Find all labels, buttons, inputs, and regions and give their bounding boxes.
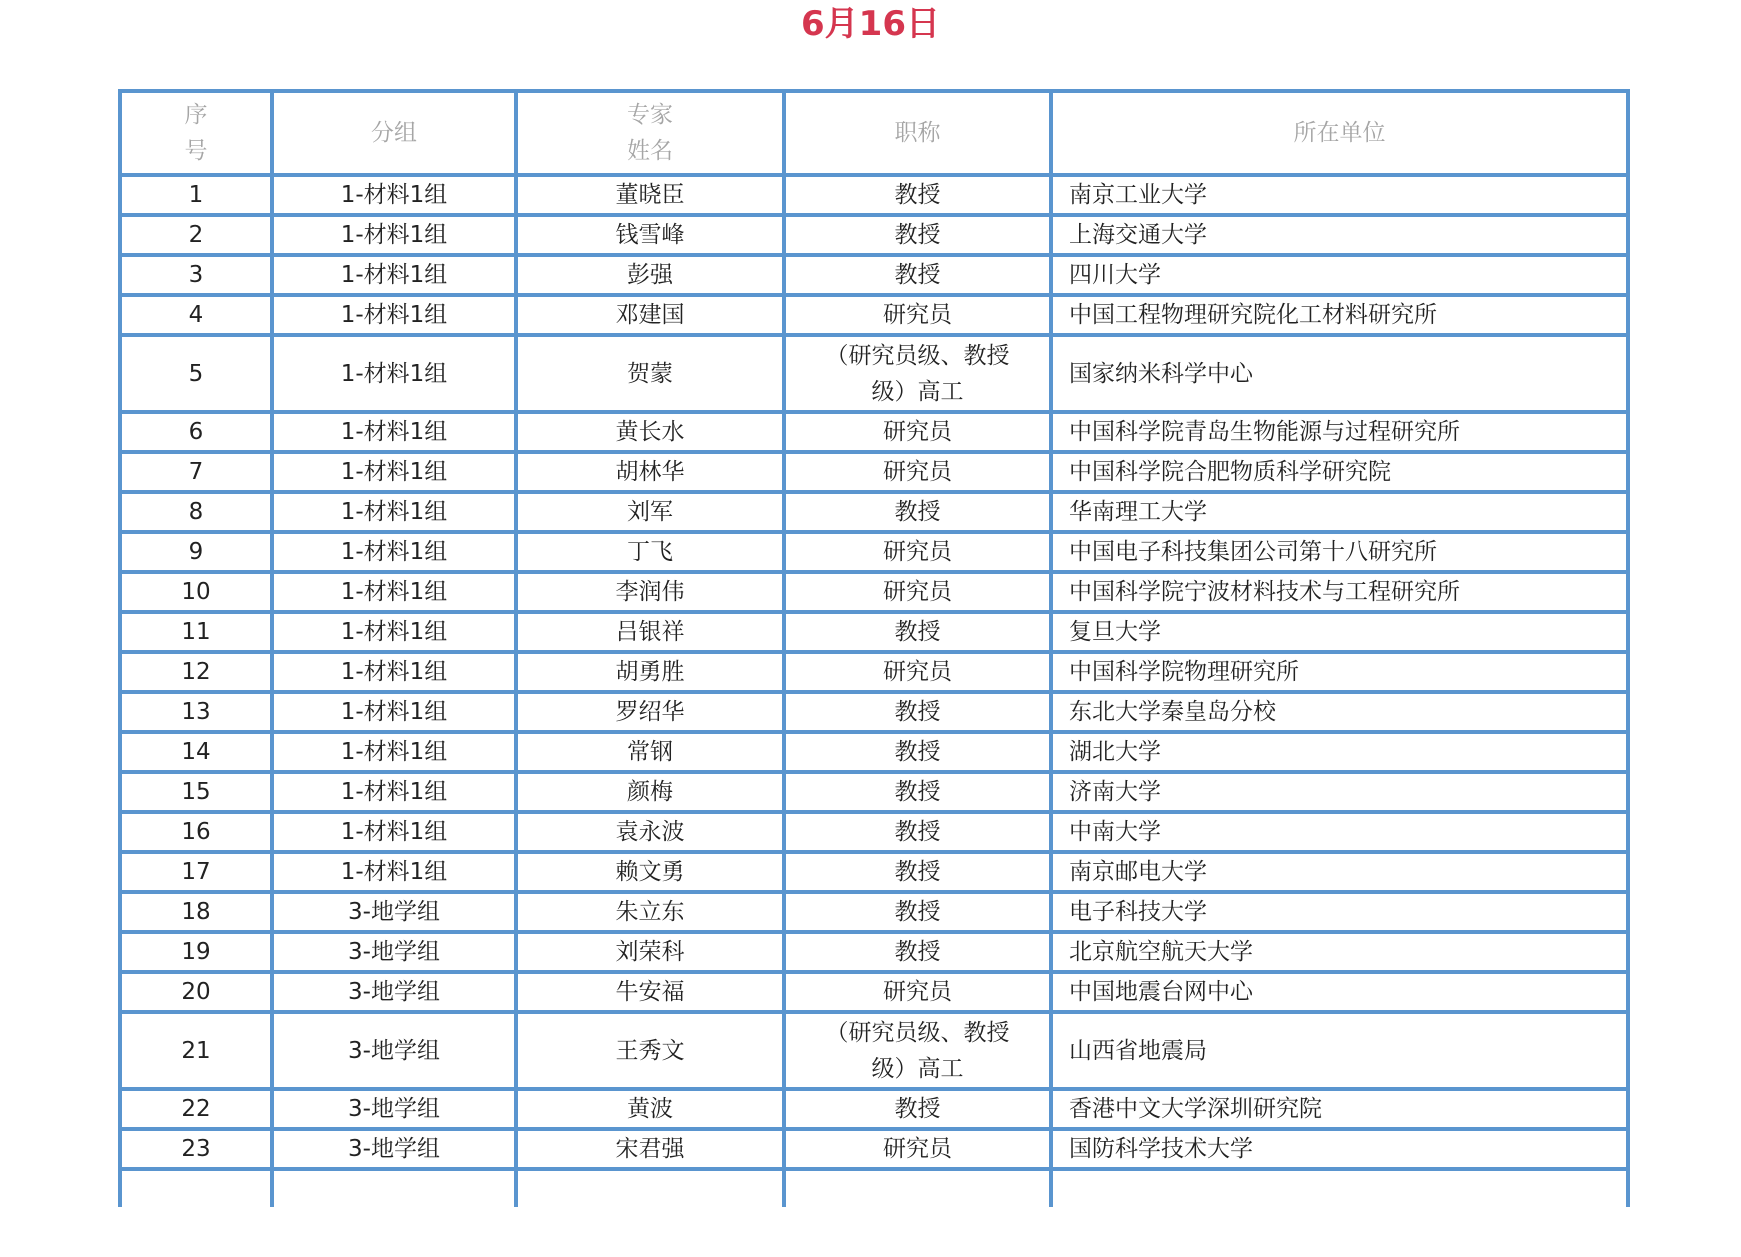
cell-group: 3-地学组 [272, 972, 516, 1012]
cell-group: 1-材料1组 [272, 652, 516, 692]
cell-group: 1-材料1组 [272, 335, 516, 412]
cell-seq: 5 [120, 335, 272, 412]
cell-seq: 23 [120, 1129, 272, 1169]
cell-org: 南京工业大学 [1051, 175, 1628, 215]
cell-name: 颜梅 [516, 772, 784, 812]
table-row [120, 772, 1628, 812]
cell-group: 1-材料1组 [272, 492, 516, 532]
table-row [120, 295, 1628, 335]
cell-title: 教授 [784, 492, 1051, 532]
cell-name: 吕银祥 [516, 612, 784, 652]
table-row [120, 932, 1628, 972]
cell-org: 复旦大学 [1051, 612, 1628, 652]
table-row [120, 732, 1628, 772]
header-name [516, 91, 784, 175]
cell-group: 3-地学组 [272, 1012, 516, 1089]
cell-org: 香港中文大学深圳研究院 [1051, 1089, 1628, 1129]
cell-org: 电子科技大学 [1051, 892, 1628, 932]
cell-seq: 9 [120, 532, 272, 572]
table-row [120, 892, 1628, 932]
cell-title [784, 1012, 1051, 1089]
cell-org: 中国地震台网中心 [1051, 972, 1628, 1012]
cell-name: 黄波 [516, 1089, 784, 1129]
cell-name: 胡勇胜 [516, 652, 784, 692]
cell-seq: 16 [120, 812, 272, 852]
cell-group: 1-材料1组 [272, 452, 516, 492]
cell-seq: 2 [120, 215, 272, 255]
empty-cell [516, 1169, 784, 1207]
table-row [120, 532, 1628, 572]
table-row [120, 1089, 1628, 1129]
cell-title: 教授 [784, 215, 1051, 255]
cell-name: 钱雪峰 [516, 215, 784, 255]
cell-title: 教授 [784, 1089, 1051, 1129]
cell-seq: 8 [120, 492, 272, 532]
cell-title: 教授 [784, 852, 1051, 892]
cell-name: 董晓臣 [516, 175, 784, 215]
cell-title: 研究员 [784, 412, 1051, 452]
expert-table [118, 89, 1630, 1207]
cell-org: 国防科学技术大学 [1051, 1129, 1628, 1169]
table-row [120, 612, 1628, 652]
table-row [120, 972, 1628, 1012]
table-row [120, 335, 1628, 412]
table-row [120, 652, 1628, 692]
header-seq-label: 序号 [184, 102, 208, 164]
header-title: 职称 [784, 91, 1051, 175]
cell-seq: 14 [120, 732, 272, 772]
table-row [120, 412, 1628, 452]
cell-title: 教授 [784, 812, 1051, 852]
cell-group: 1-材料1组 [272, 772, 516, 812]
table-row [120, 452, 1628, 492]
cell-group: 1-材料1组 [272, 692, 516, 732]
table-row [120, 692, 1628, 732]
cell-group: 1-材料1组 [272, 215, 516, 255]
cell-org: 上海交通大学 [1051, 215, 1628, 255]
cell-seq: 21 [120, 1012, 272, 1089]
cell-title: 研究员 [784, 452, 1051, 492]
cell-name: 宋君强 [516, 1129, 784, 1169]
cell-org: 中国电子科技集团公司第十八研究所 [1051, 532, 1628, 572]
empty-cell [784, 1169, 1051, 1207]
cell-org: 中国科学院青岛生物能源与过程研究所 [1051, 412, 1628, 452]
cell-title: 教授 [784, 892, 1051, 932]
cell-seq: 15 [120, 772, 272, 812]
cell-group: 1-材料1组 [272, 852, 516, 892]
cell-group: 1-材料1组 [272, 255, 516, 295]
cell-group: 3-地学组 [272, 1089, 516, 1129]
table-row [120, 255, 1628, 295]
table-row [120, 812, 1628, 852]
cell-title: 研究员 [784, 572, 1051, 612]
cell-seq: 10 [120, 572, 272, 612]
table-row [120, 1129, 1628, 1169]
cell-group: 1-材料1组 [272, 612, 516, 652]
cell-group: 1-材料1组 [272, 175, 516, 215]
table-row [120, 572, 1628, 612]
cell-seq: 4 [120, 295, 272, 335]
cell-title: 研究员 [784, 532, 1051, 572]
cell-seq: 13 [120, 692, 272, 732]
cell-title: 研究员 [784, 1129, 1051, 1169]
cell-name: 贺蒙 [516, 335, 784, 412]
cell-org: 中国科学院物理研究所 [1051, 652, 1628, 692]
cell-name: 彭强 [516, 255, 784, 295]
cell-seq: 17 [120, 852, 272, 892]
cell-title: 教授 [784, 175, 1051, 215]
page-title: 6月16日 [801, 4, 940, 44]
cell-name: 刘军 [516, 492, 784, 532]
cell-seq: 1 [120, 175, 272, 215]
empty-cell [1051, 1169, 1628, 1207]
table-row-empty [120, 1169, 1628, 1207]
cell-org: 中国科学院宁波材料技术与工程研究所 [1051, 572, 1628, 612]
cell-group: 1-材料1组 [272, 732, 516, 772]
table-header-row [120, 91, 1628, 175]
cell-title: 研究员 [784, 295, 1051, 335]
cell-group: 1-材料1组 [272, 532, 516, 572]
cell-org: 北京航空航天大学 [1051, 932, 1628, 972]
cell-seq: 11 [120, 612, 272, 652]
cell-seq: 6 [120, 412, 272, 452]
cell-name: 罗绍华 [516, 692, 784, 732]
cell-name: 常钢 [516, 732, 784, 772]
cell-title: 教授 [784, 255, 1051, 295]
cell-org: 华南理工大学 [1051, 492, 1628, 532]
cell-title-text: （研究员级、教授级）高工 [825, 342, 1010, 405]
table-row [120, 492, 1628, 532]
cell-title: 研究员 [784, 652, 1051, 692]
cell-title: 教授 [784, 932, 1051, 972]
header-seq [120, 91, 272, 175]
cell-seq: 20 [120, 972, 272, 1012]
header-group: 分组 [272, 91, 516, 175]
cell-name: 胡林华 [516, 452, 784, 492]
cell-name: 刘荣科 [516, 932, 784, 972]
cell-title: 研究员 [784, 972, 1051, 1012]
cell-seq: 22 [120, 1089, 272, 1129]
cell-title: 教授 [784, 732, 1051, 772]
cell-group: 1-材料1组 [272, 295, 516, 335]
cell-org: 南京邮电大学 [1051, 852, 1628, 892]
cell-group: 3-地学组 [272, 1129, 516, 1169]
cell-seq: 12 [120, 652, 272, 692]
cell-seq: 18 [120, 892, 272, 932]
table-row [120, 215, 1628, 255]
cell-name: 丁飞 [516, 532, 784, 572]
cell-title: 教授 [784, 772, 1051, 812]
cell-org: 四川大学 [1051, 255, 1628, 295]
table-row [120, 175, 1628, 215]
cell-org: 济南大学 [1051, 772, 1628, 812]
cell-org: 湖北大学 [1051, 732, 1628, 772]
table-row [120, 852, 1628, 892]
cell-org: 中国工程物理研究院化工材料研究所 [1051, 295, 1628, 335]
cell-name: 朱立东 [516, 892, 784, 932]
cell-title-text: （研究员级、教授级）高工 [825, 1019, 1010, 1082]
cell-group: 3-地学组 [272, 892, 516, 932]
table-body [120, 175, 1628, 1207]
cell-title [784, 335, 1051, 412]
cell-seq: 19 [120, 932, 272, 972]
cell-name: 李润伟 [516, 572, 784, 612]
cell-name: 邓建国 [516, 295, 784, 335]
cell-seq: 3 [120, 255, 272, 295]
cell-group: 3-地学组 [272, 932, 516, 972]
cell-title: 教授 [784, 692, 1051, 732]
cell-group: 1-材料1组 [272, 812, 516, 852]
cell-name: 牛安福 [516, 972, 784, 1012]
cell-org: 东北大学秦皇岛分校 [1051, 692, 1628, 732]
table-row [120, 1012, 1628, 1089]
cell-group: 1-材料1组 [272, 412, 516, 452]
cell-name: 黄长水 [516, 412, 784, 452]
header-org: 所在单位 [1051, 91, 1628, 175]
empty-cell [120, 1169, 272, 1207]
cell-org: 中南大学 [1051, 812, 1628, 852]
cell-org: 国家纳米科学中心 [1051, 335, 1628, 412]
cell-org: 中国科学院合肥物质科学研究院 [1051, 452, 1628, 492]
cell-org: 山西省地震局 [1051, 1012, 1628, 1089]
cell-title: 教授 [784, 612, 1051, 652]
cell-seq: 7 [120, 452, 272, 492]
cell-name: 王秀文 [516, 1012, 784, 1089]
header-name-label: 专家姓名 [627, 102, 673, 164]
cell-name: 赖文勇 [516, 852, 784, 892]
empty-cell [272, 1169, 516, 1207]
cell-name: 袁永波 [516, 812, 784, 852]
cell-group: 1-材料1组 [272, 572, 516, 612]
